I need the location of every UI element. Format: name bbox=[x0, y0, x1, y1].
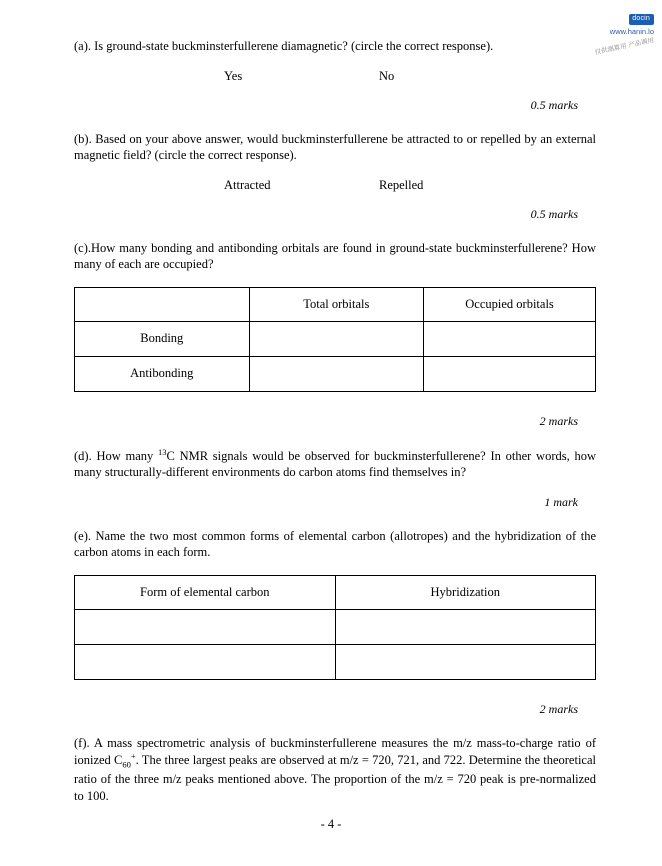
cell-hybridization-1[interactable] bbox=[335, 609, 596, 644]
option-yes[interactable]: Yes bbox=[224, 68, 243, 83]
allotropes-header-hybridization: Hybridization bbox=[335, 575, 596, 609]
question-c-text: (c).How many bonding and antibonding orbitals are found in ground-state buckminsterfullerene? How many of each are occupied? bbox=[74, 240, 596, 271]
option-attracted[interactable]: Attracted bbox=[224, 177, 271, 192]
question-a bbox=[74, 38, 596, 113]
question-d-pre: (d). How many bbox=[74, 448, 158, 463]
orbitals-header-corner bbox=[75, 287, 250, 321]
question-b bbox=[74, 131, 596, 222]
row-label-antibonding: Antibonding bbox=[75, 356, 250, 391]
watermark-url: www.hanin.lo bbox=[609, 27, 654, 36]
watermark-logo: docin bbox=[629, 14, 654, 25]
formula-c60-cation bbox=[122, 751, 136, 770]
question-d-mid: C NMR signals would be observed for buckminsterfullerene? In other words, how many structurally-different environments do carbon atoms find themselves in? bbox=[74, 448, 596, 480]
question-a-text: (a). Is ground-state buckminsterfullerene diamagnetic? (circle the correct response). bbox=[74, 39, 494, 53]
question-e bbox=[74, 528, 596, 717]
question-b-options bbox=[74, 178, 596, 193]
table-header-row bbox=[75, 287, 596, 321]
question-d-text bbox=[74, 447, 596, 481]
table-row bbox=[75, 356, 596, 391]
question-d-superscript: 13 bbox=[158, 446, 167, 457]
question-f-text bbox=[74, 735, 596, 804]
cell-antibonding-total[interactable] bbox=[249, 356, 424, 391]
option-repelled[interactable]: Repelled bbox=[379, 177, 424, 192]
formula-subscript: 60 bbox=[122, 759, 131, 770]
cell-hybridization-2[interactable] bbox=[335, 644, 596, 679]
table-row bbox=[75, 321, 596, 356]
page-number: - 4 - bbox=[320, 817, 342, 831]
allotropes-table bbox=[74, 575, 596, 680]
question-e-text: (e). Name the two most common forms of elemental carbon (allotropes) and the hybridization of the carbon atoms in each form. bbox=[74, 528, 596, 560]
question-c bbox=[74, 240, 596, 429]
question-d bbox=[74, 447, 596, 510]
question-a-options bbox=[74, 69, 596, 84]
orbitals-header-occupied: Occupied orbitals bbox=[424, 287, 596, 321]
orbitals-header-total: Total orbitals bbox=[249, 287, 424, 321]
question-e-marks: 2 marks bbox=[539, 701, 578, 716]
question-a-marks: 0.5 marks bbox=[530, 97, 578, 112]
question-c-marks: 2 marks bbox=[539, 413, 578, 428]
question-b-text: (b). Based on your above answer, would buckminsterfullerene be attracted to or repelled by an external magnetic field? (circle the correct response). bbox=[74, 131, 596, 162]
cell-form-2[interactable] bbox=[75, 644, 336, 679]
cell-form-1[interactable] bbox=[75, 609, 336, 644]
table-row bbox=[75, 609, 596, 644]
cell-antibonding-occupied[interactable] bbox=[424, 356, 596, 391]
row-label-bonding: Bonding bbox=[75, 321, 250, 356]
table-header-row bbox=[75, 575, 596, 609]
question-f-part2: . The three largest peaks are observed at m/z = 720, 721, and 722. Determine the theoretical ratio of the three m/z peaks mentioned above. The proportion of the m/z = 720 peak is pre-normalized to 100. bbox=[74, 753, 596, 803]
option-no[interactable]: No bbox=[379, 68, 395, 83]
formula-superscript: + bbox=[130, 751, 136, 762]
cell-bonding-occupied[interactable] bbox=[424, 321, 596, 356]
allotropes-header-form: Form of elemental carbon bbox=[75, 575, 336, 609]
question-d-marks: 1 mark bbox=[544, 494, 578, 509]
orbitals-table bbox=[74, 287, 596, 392]
table-row bbox=[75, 644, 596, 679]
cell-bonding-total[interactable] bbox=[249, 321, 424, 356]
question-b-marks: 0.5 marks bbox=[530, 206, 578, 221]
question-f bbox=[74, 735, 596, 804]
watermark-note: 仅供测算用 产品调用 bbox=[594, 37, 655, 57]
question-f-part1: (f). A mass spectrometric analysis of buckminsterfullerene measures the m/z mass-to-charge ratio of ionized C bbox=[74, 735, 596, 768]
